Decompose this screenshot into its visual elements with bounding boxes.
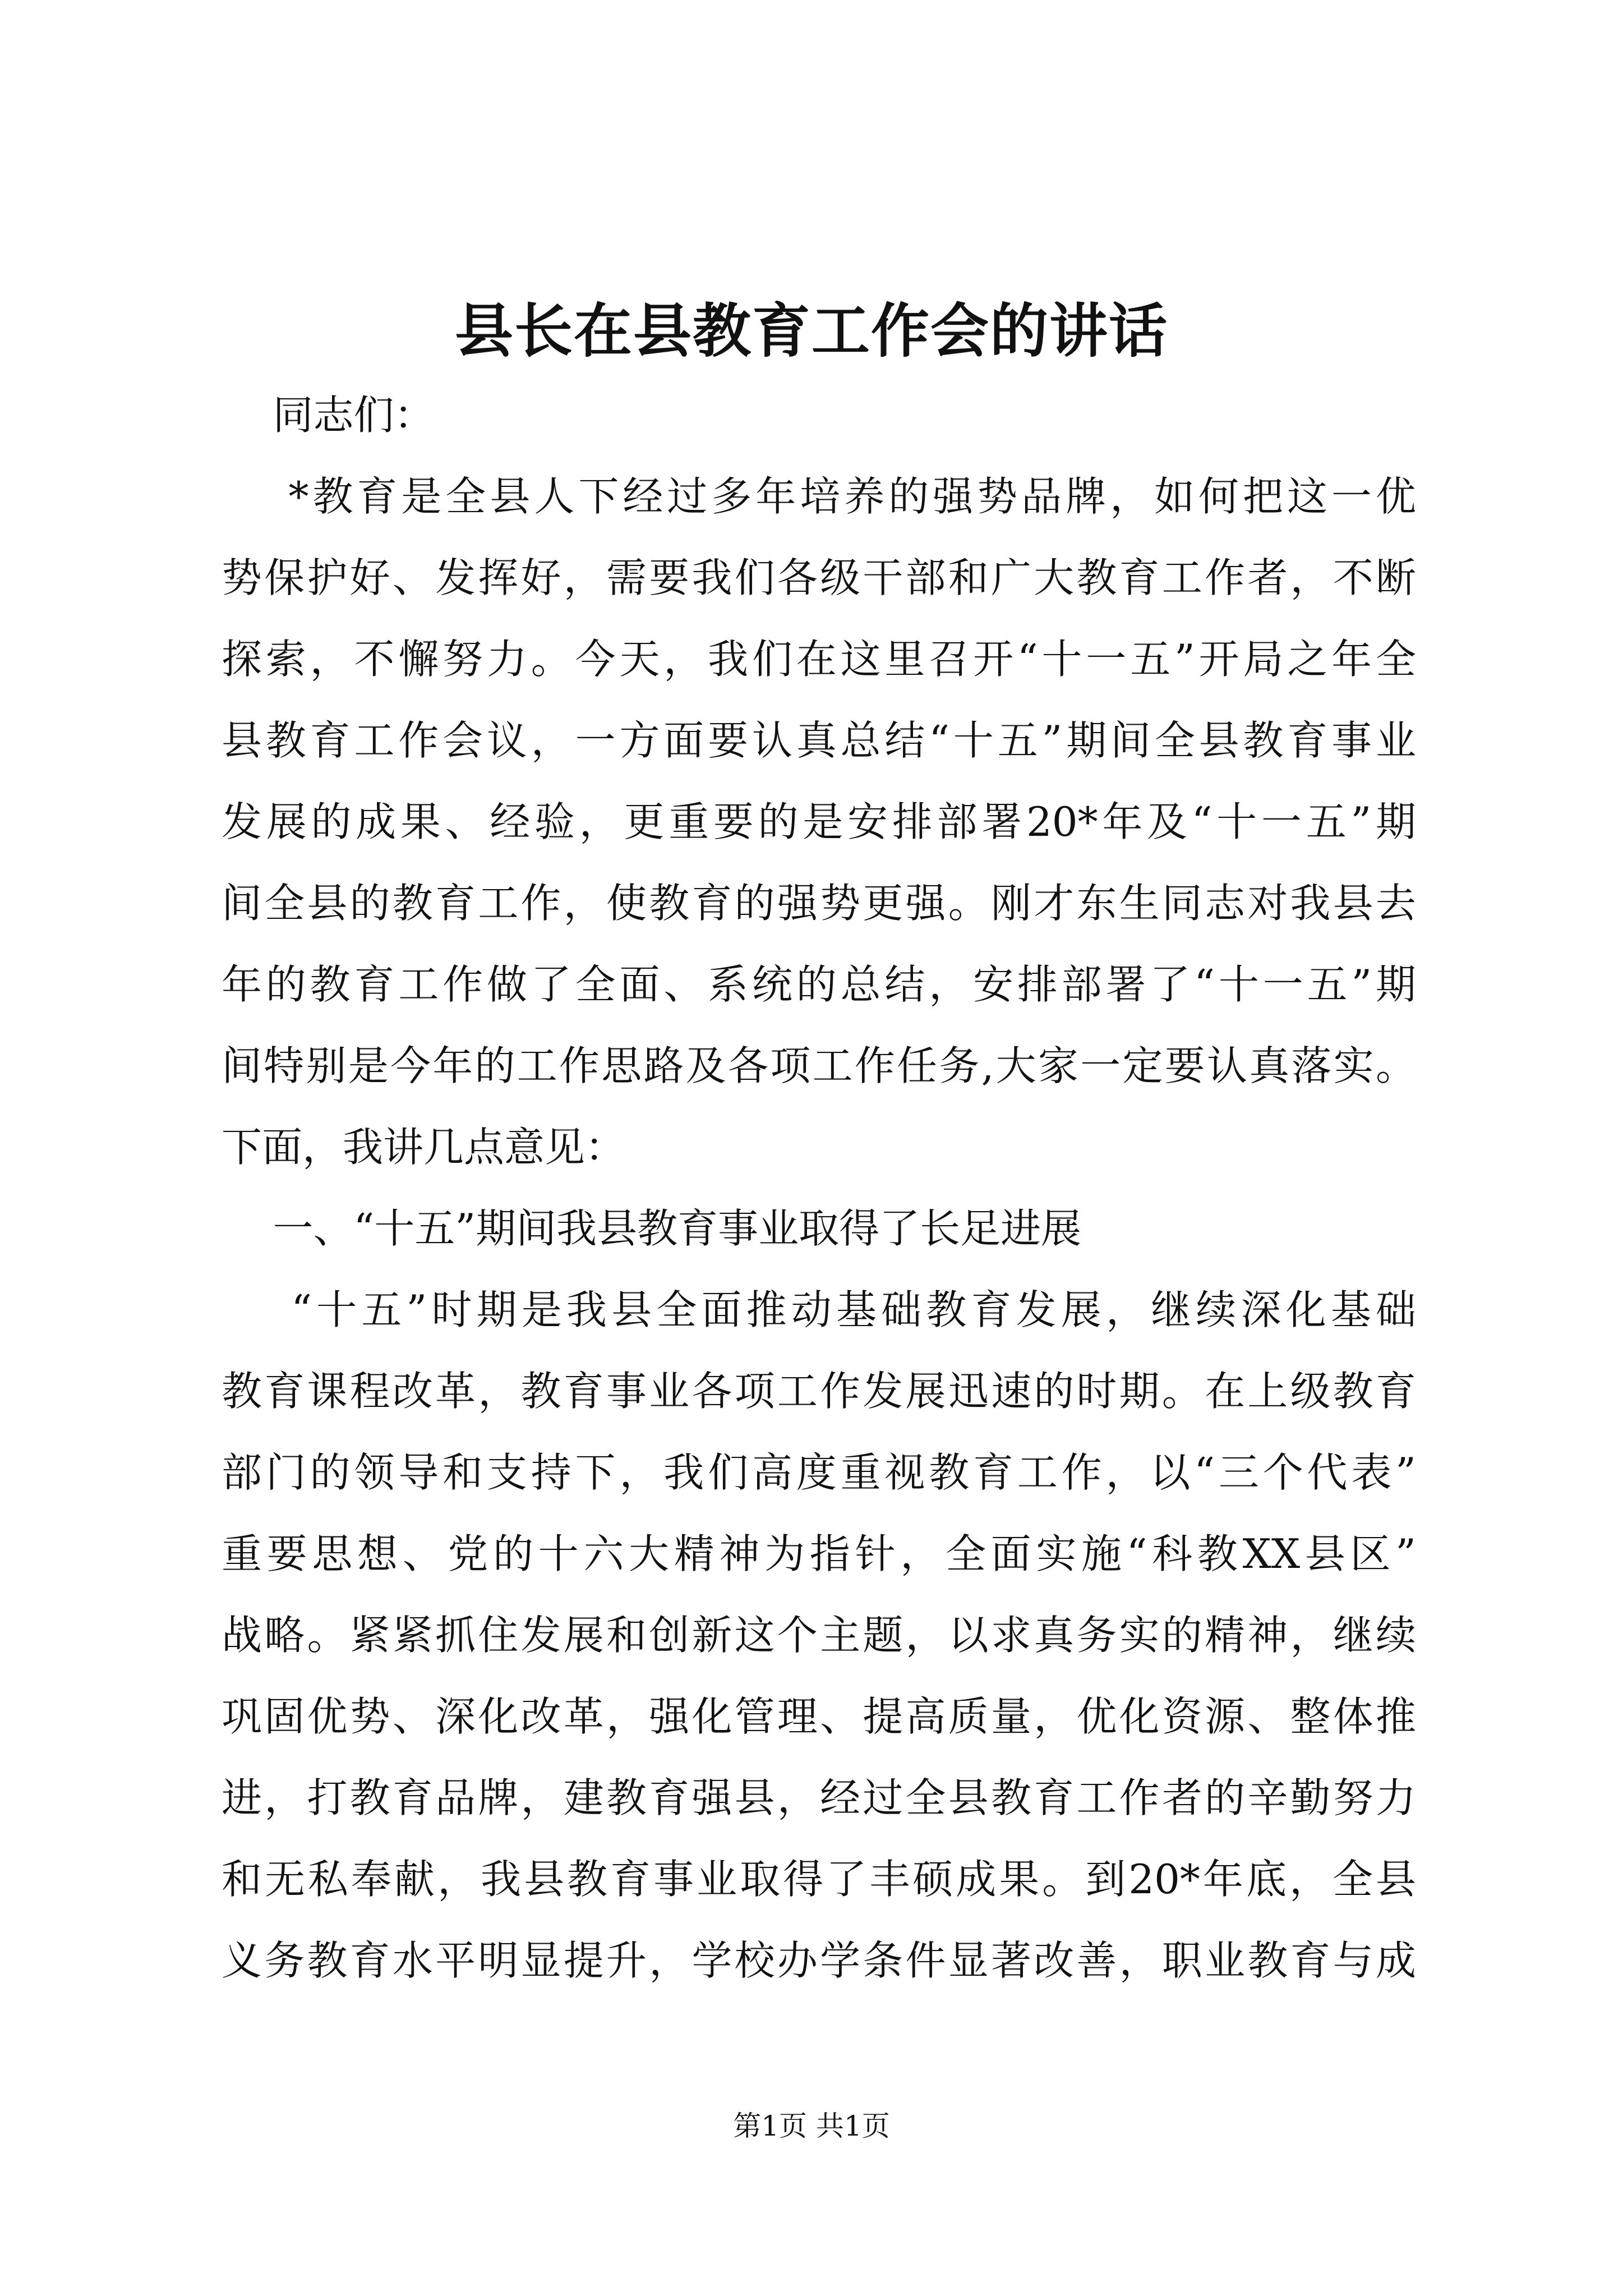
- document-body: [222, 375, 1416, 2001]
- text-line: 和无私奉献，我县教育事业取得了丰硕成果。到20*年底，全县: [222, 1856, 1416, 1903]
- text-line: 势保护好、发挥好，需要我们各级干部和广大教育工作者，不断: [222, 554, 1416, 601]
- text-line: 间特别是今年的工作思路及各项工作任务,大家一定要认真落实。: [222, 1042, 1416, 1089]
- text-line: 发展的成果、经验，更重要的是安排部署20*年及“十一五”期: [222, 798, 1416, 845]
- section-heading: 一、“十五”期间我县教育事业取得了长足进展: [222, 1205, 1082, 1252]
- document-title: 县长在县教育工作会的讲话: [454, 296, 1168, 365]
- page-footer: 第1页 共1页: [733, 2110, 890, 2142]
- text-line: 重要思想、党的十六大精神为指针，全面实施“科教XX县区”: [222, 1530, 1416, 1577]
- text-line: 年的教育工作做了全面、系统的总结，安排部署了“十一五”期: [222, 961, 1416, 1008]
- text-line: “十五”时期是我县全面推动基础教育发展，继续深化基础: [222, 1286, 1416, 1333]
- text-line: 战略。紧紧抓住发展和创新这个主题，以求真务实的精神，继续: [222, 1612, 1416, 1659]
- text-line: 进，打教育品牌，建教育强县，经过全县教育工作者的辛勤努力: [222, 1774, 1416, 1821]
- text-line: 巩固优势、深化改革，强化管理、提高质量，优化资源、整体推: [222, 1693, 1416, 1740]
- text-line: 探索，不懈努力。今天，我们在这里召开“十一五”开局之年全: [222, 636, 1416, 683]
- text-line: *教育是全县人下经过多年培养的强势品牌，如何把这一优: [222, 473, 1416, 520]
- text-line: 教育课程改革，教育事业各项工作发展迅速的时期。在上级教育: [222, 1368, 1416, 1415]
- text-line: 义务教育水平明显提升，学校办学条件显著改善，职业教育与成: [222, 1937, 1416, 1984]
- text-line: 同志们：: [222, 392, 435, 439]
- text-line: 下面，我讲几点意见：: [222, 1124, 626, 1171]
- text-line: 县教育工作会议，一方面要认真总结“十五”期间全县教育事业: [222, 717, 1416, 764]
- text-line: 部门的领导和支持下，我们高度重视教育工作，以“三个代表”: [222, 1449, 1416, 1496]
- text-line: 间全县的教育工作，使教育的强势更强。刚才东生同志对我县去: [222, 880, 1416, 927]
